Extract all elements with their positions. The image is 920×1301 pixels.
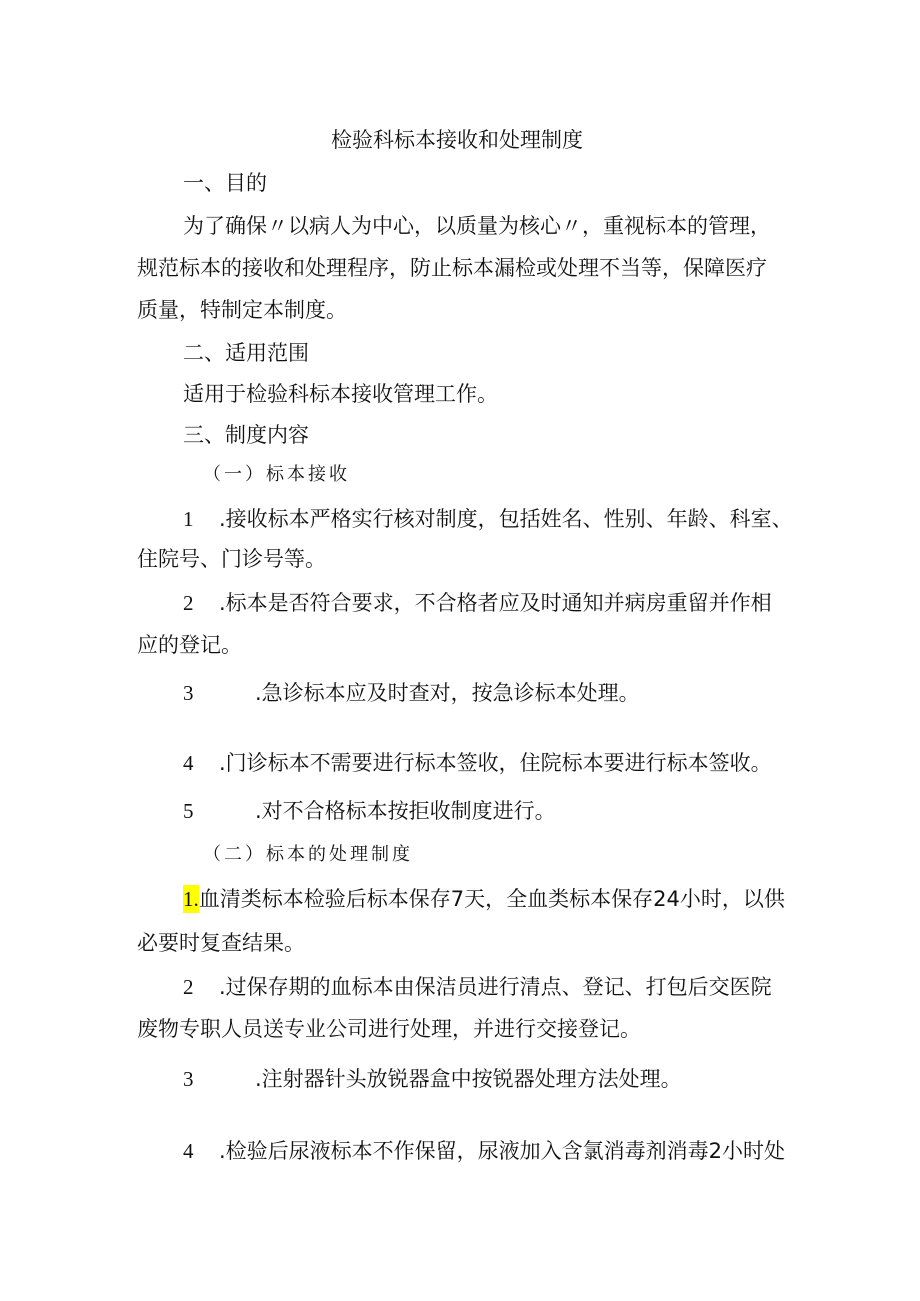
purpose-line-3: 质量，特制定本制度。 bbox=[137, 298, 347, 322]
purpose-line-1: 为了确保〃以病人为中心，以质量为核心〃，重视标本的管理， bbox=[183, 214, 771, 238]
receive-item-3 bbox=[183, 679, 640, 707]
processing-item-1 bbox=[183, 885, 785, 913]
processing-item-2-continuation: 废物专职人员送专业公司进行处理，并进行交接登记。 bbox=[137, 1017, 641, 1041]
scope-text: 适用于检验科标本接收管理工作。 bbox=[183, 382, 498, 406]
receive-item-5-text: .对不合格标本按拒收制度进行。 bbox=[255, 799, 556, 823]
processing-item-4-number: 4 bbox=[183, 1139, 194, 1163]
processing-item-4 bbox=[183, 1137, 785, 1165]
receive-item-1-continuation: 住院号、门诊号等。 bbox=[137, 547, 326, 571]
processing-item-3 bbox=[183, 1065, 682, 1093]
receive-item-1 bbox=[183, 505, 793, 533]
receive-item-4-text: .门诊标本不需要进行标本签收，住院标本要进行标本签收。 bbox=[219, 751, 772, 775]
receive-item-3-number: 3 bbox=[183, 681, 194, 705]
processing-item-2-text: .过保存期的血标本由保洁员进行清点、登记、打包后交医院 bbox=[219, 975, 772, 999]
receive-item-5-number: 5 bbox=[183, 799, 194, 823]
purpose-line-2: 规范标本的接收和处理程序，防止标本漏检或处理不当等，保障医疗 bbox=[137, 256, 767, 280]
receive-item-5 bbox=[183, 797, 556, 825]
receive-item-2 bbox=[183, 589, 772, 617]
processing-item-2 bbox=[183, 973, 772, 1001]
receive-item-3-text: .急诊标本应及时查对，按急诊标本处理。 bbox=[255, 681, 640, 705]
processing-item-2-number: 2 bbox=[183, 975, 194, 999]
receive-subheading: （一）标本接收 bbox=[203, 464, 350, 485]
section-scope-heading: 二、适用范围 bbox=[183, 341, 309, 365]
section-content-heading: 三、制度内容 bbox=[183, 423, 309, 447]
processing-item-3-number: 3 bbox=[183, 1067, 194, 1091]
receive-item-2-number: 2 bbox=[183, 591, 194, 615]
receive-item-2-text: .标本是否符合要求，不合格者应及时通知并病房重留并作相 bbox=[219, 591, 772, 615]
receive-item-1-text: .接收标本严格实行核对制度，包括姓名、性别、年龄、科室、 bbox=[219, 507, 793, 531]
processing-subheading: （二）标本的处理制度 bbox=[203, 844, 413, 865]
processing-item-1-number-highlight: 1. bbox=[183, 887, 199, 911]
page-title: 检验科标本接收和处理制度 bbox=[331, 128, 583, 152]
receive-item-4-number: 4 bbox=[183, 751, 194, 775]
section-purpose-heading: 一、目的 bbox=[183, 171, 267, 195]
processing-item-1-continuation: 必要时复查结果。 bbox=[137, 931, 305, 955]
receive-item-2-continuation: 应的登记。 bbox=[137, 633, 242, 657]
receive-item-4 bbox=[183, 749, 772, 777]
receive-item-1-number: 1 bbox=[183, 507, 194, 531]
processing-item-3-text: .注射器针头放锐器盒中按锐器处理方法处理。 bbox=[255, 1067, 682, 1091]
processing-item-1-text: 血清类标本检验后标本保存7天，全血类标本保存24小时，以供 bbox=[198, 887, 785, 911]
processing-item-4-text: .检验后尿液标本不作保留，尿液加入含氯消毒剂消毒2小时处 bbox=[219, 1139, 786, 1163]
